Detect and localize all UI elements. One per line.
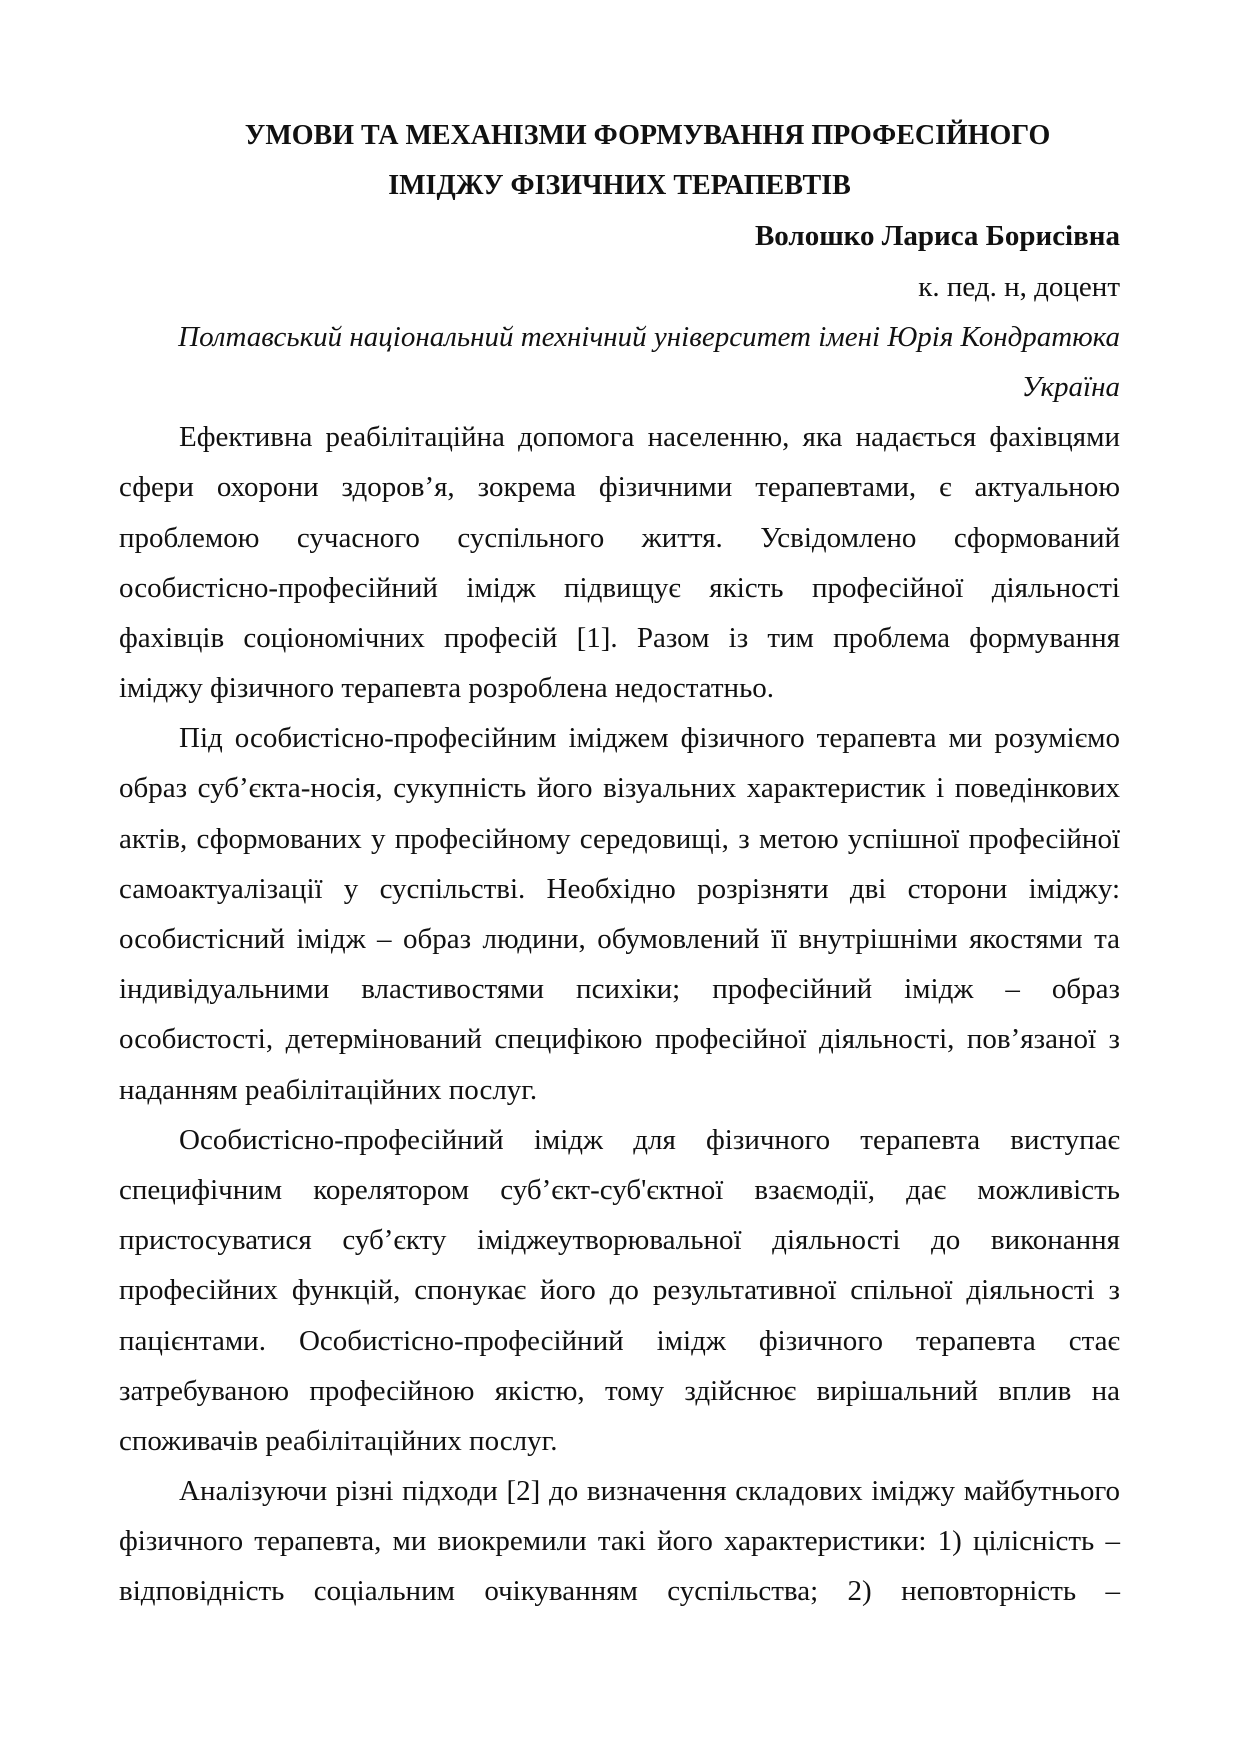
title-line-1: УМОВИ ТА МЕХАНІЗМИ ФОРМУВАННЯ ПРОФЕСІЙНОГО [244, 120, 1051, 151]
paragraph-line: професійних функцій, спонукає його до результативної спільної діяльності з [119, 1274, 1120, 1307]
author-degree: к. пед. н, доцент [918, 270, 1120, 303]
paragraph-line: сфери охорони здоров’я, зокрема фізичними терапевтами, є актуальною [119, 471, 1120, 504]
paragraph [119, 1115, 1120, 1466]
paragraph-line: споживачів реабілітаційних послуг. [119, 1424, 558, 1457]
paragraph-line: Під особистісно-професійним іміджем фізичного терапевта ми розуміємо [179, 722, 1120, 755]
author-name: Волошко Лариса Борисівна [754, 220, 1120, 253]
paragraph-line: пацієнтами. Особистісно-професійний імідж фізичного терапевта стає [119, 1324, 1120, 1357]
paragraph-line: фахівців соціономічних професій [1]. Разом із тим проблема формування [119, 621, 1120, 654]
paragraph-line: Особистісно-професійний імідж для фізичного терапевта виступає [179, 1123, 1120, 1156]
document-page [119, 111, 1120, 1617]
paragraph [119, 1466, 1120, 1617]
paragraph [119, 713, 1120, 1115]
paragraph-line: особистісно-професійний імідж підвищує якість професійної діяльності [119, 571, 1120, 604]
author-affiliation: Полтавський національний технічний університет імені Юрія Кондратюка [178, 320, 1120, 353]
paragraph-line: особистості, детермінований специфікою професійної діяльності, пов’язаної з [119, 1023, 1120, 1056]
paragraph-line: затребуваною професійною якістю, тому здійснює вирішальний вплив на [119, 1374, 1120, 1407]
paragraph-line: фізичного терапевта, ми виокремили такі його характеристики: 1) цілісність – [119, 1525, 1120, 1558]
paragraph-line: проблемою сучасного суспільного життя. Усвідомлено сформований [119, 521, 1120, 554]
paragraph-line: наданням реабілітаційних послуг. [119, 1073, 538, 1106]
paragraph-line: самоактуалізації у суспільстві. Необхідно розрізняти дві сторони іміджу: [119, 872, 1120, 905]
author-country: Україна [1021, 370, 1120, 403]
paragraph [119, 412, 1120, 713]
paragraph-line: специфічним корелятором суб’єкт-суб'єктної взаємодії, дає можливість [119, 1173, 1120, 1206]
paragraph-line: актів, сформованих у професійному середовищі, з метою успішної професійної [119, 822, 1120, 855]
paragraph-line: Аналізуючи різні підходи [2] до визначення складових іміджу майбутнього [179, 1475, 1120, 1508]
paragraph-line: особистісний імідж – образ людини, обумовлений її внутрішніми якостями та [119, 923, 1120, 955]
paragraph-line: образ суб’єкта-носія, сукупність його візуальних характеристик і поведінкових [119, 772, 1120, 805]
paragraph-line: пристосуватися суб’єкту іміджеутворювальної діяльності до виконання [119, 1224, 1120, 1257]
paragraph-line: іміджу фізичного терапевта розроблена недостатньо. [119, 672, 775, 705]
paragraph-line: Ефективна реабілітаційна допомога населенню, яка надається фахівцями [179, 421, 1120, 454]
paragraph-line: відповідність соціальним очікуванням суспільства; 2) неповторність – [119, 1575, 1120, 1608]
body-text [119, 412, 1120, 1617]
title-line-2: ІМІДЖУ ФІЗИЧНИХ ТЕРАПЕВТІВ [388, 170, 851, 202]
paragraph-line: індивідуальними властивостями психіки; професійний імідж – образ [119, 973, 1120, 1006]
